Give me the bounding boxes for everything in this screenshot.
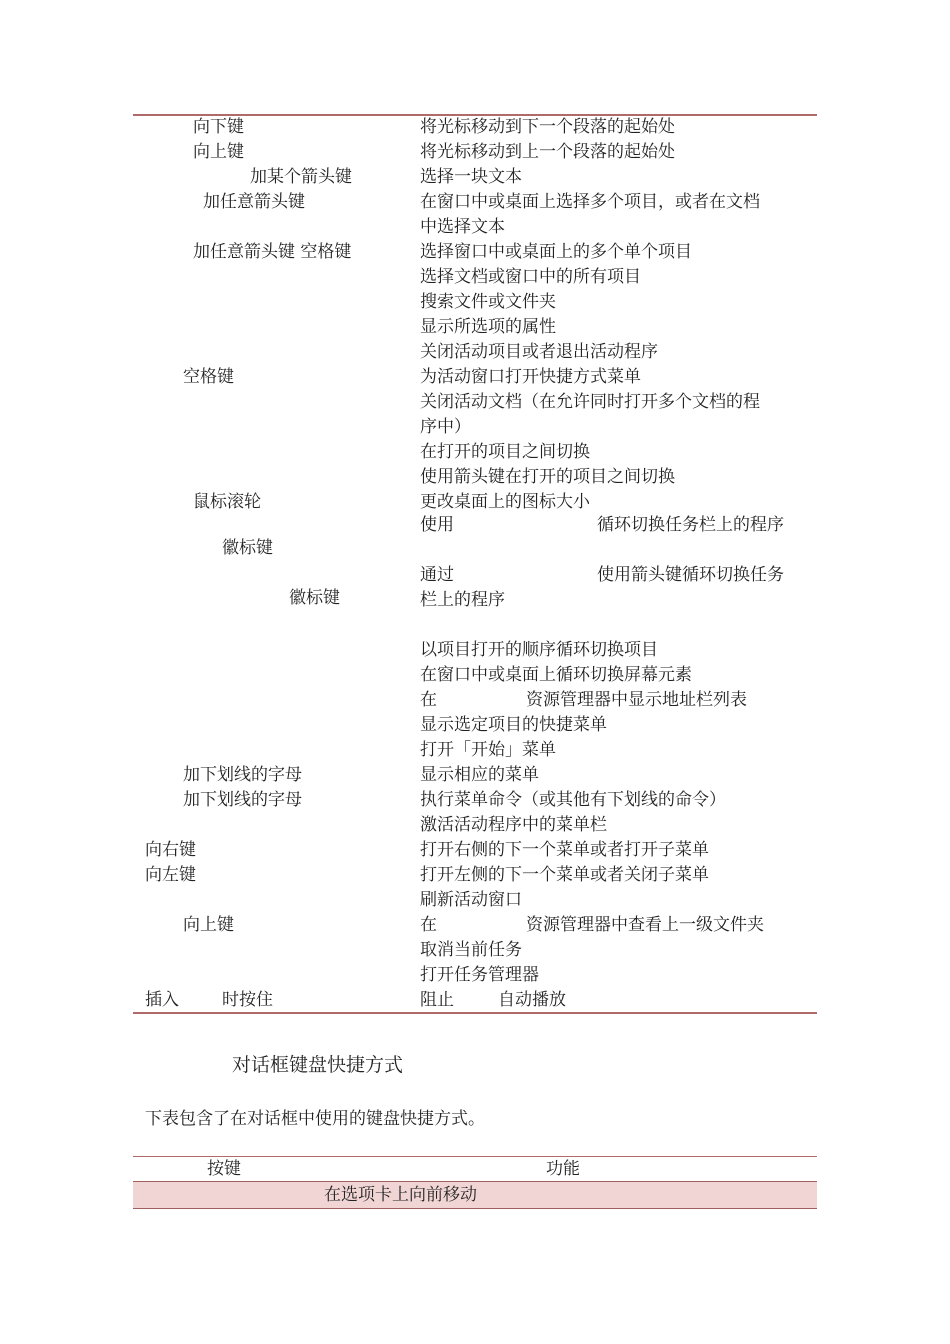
table-row-key: 向右键 — [145, 840, 196, 860]
table-row-desc: 关闭活动文档（在允许同时打开多个文档的程 — [420, 392, 760, 412]
table-row-key: 徽标键 — [289, 588, 340, 608]
table-row-key: 向上键 — [183, 915, 234, 935]
dialog-table-top-rule — [133, 1156, 817, 1157]
table-row-desc-cont: 序中） — [420, 417, 471, 437]
table-row-desc: 打开左侧的下一个菜单或者关闭子菜单 — [420, 865, 709, 885]
table-row-key: 向上键 — [193, 142, 244, 162]
table-row-desc: 在 — [420, 690, 437, 710]
table-row-desc: 打开「开始」菜单 — [420, 740, 556, 760]
section-intro: 下表包含了在对话框中使用的键盘快捷方式。 — [145, 1109, 485, 1129]
table-row-key: 加任意箭头键 空格键 — [193, 242, 352, 262]
table-row-desc: 选择文档或窗口中的所有项目 — [420, 267, 641, 287]
table-row-key: 加某个箭头键 — [250, 167, 352, 187]
table-row-desc: 以项目打开的顺序循环切换项目 — [420, 640, 658, 660]
table-row-desc: 显示所选项的属性 — [420, 317, 556, 337]
table-row-desc: 更改桌面上的图标大小 — [420, 492, 590, 512]
table-row-desc: 在 — [420, 915, 437, 935]
table-row-key: 加下划线的字母 — [183, 765, 302, 785]
table-bottom-rule — [133, 1012, 817, 1014]
table-row-desc-cont: 栏上的程序 — [420, 590, 505, 610]
table-row-desc: 阻止 — [420, 990, 454, 1010]
table-row-key: 向左键 — [145, 865, 196, 885]
section-heading: 对话框键盘快捷方式 — [232, 1054, 404, 1076]
table-row-key: 徽标键 — [222, 538, 273, 558]
table-row-desc: 为活动窗口打开快捷方式菜单 — [420, 367, 641, 387]
table-row-desc: 将光标移动到下一个段落的起始处 — [420, 117, 675, 137]
table-row-desc: 在窗口中或桌面上循环切换屏幕元素 — [420, 665, 692, 685]
table-row-key: 鼠标滚轮 — [193, 492, 261, 512]
table-row-desc: 激活活动程序中的菜单栏 — [420, 815, 607, 835]
table-row-desc: 刷新活动窗口 — [420, 890, 522, 910]
table-row-desc: 使用箭头键在打开的项目之间切换 — [420, 467, 675, 487]
table-row-key: 加任意箭头键 — [203, 192, 305, 212]
table-row-desc: 选择窗口中或桌面上的多个单个项目 — [420, 242, 692, 262]
table-row-key: 空格键 — [183, 367, 234, 387]
dialog-header-function: 功能 — [546, 1159, 580, 1179]
table-row-desc: 选择一块文本 — [420, 167, 522, 187]
table-row-desc: 在窗口中或桌面上选择多个项目，或者在文档 — [420, 192, 760, 212]
table-row-key: 时按住 — [222, 990, 273, 1010]
table-row-desc: 循环切换任务栏上的程序 — [597, 515, 784, 535]
table-row-desc: 打开任务管理器 — [420, 965, 539, 985]
dialog-first-row-text: 在选项卡上向前移动 — [324, 1185, 477, 1205]
table-row-desc: 执行菜单命令（或其他有下划线的命令） — [420, 790, 726, 810]
table-row-desc: 关闭活动项目或者退出活动程序 — [420, 342, 658, 362]
table-row-desc: 资源管理器中查看上一级文件夹 — [526, 915, 764, 935]
table-row-key: 加下划线的字母 — [183, 790, 302, 810]
table-row-desc: 打开右侧的下一个菜单或者打开子菜单 — [420, 840, 709, 860]
table-row-desc: 自动播放 — [498, 990, 566, 1010]
table-row-desc: 取消当前任务 — [420, 940, 522, 960]
table-row-desc: 显示相应的菜单 — [420, 765, 539, 785]
table-row-desc: 通过 — [420, 565, 454, 585]
table-row-desc: 资源管理器中显示地址栏列表 — [526, 690, 747, 710]
table-row-desc: 使用 — [420, 515, 454, 535]
table-row-desc: 在打开的项目之间切换 — [420, 442, 590, 462]
table-row-key: 插入 — [145, 990, 179, 1010]
dialog-header-key: 按键 — [207, 1159, 241, 1179]
table-row-key: 向下键 — [193, 117, 244, 137]
table-row-desc: 将光标移动到上一个段落的起始处 — [420, 142, 675, 162]
table-row-desc-cont: 中选择文本 — [420, 217, 505, 237]
table-row-desc: 搜索文件或文件夹 — [420, 292, 556, 312]
table-row-desc: 显示选定项目的快捷菜单 — [420, 715, 607, 735]
table-row-desc: 使用箭头键循环切换任务 — [597, 565, 784, 585]
